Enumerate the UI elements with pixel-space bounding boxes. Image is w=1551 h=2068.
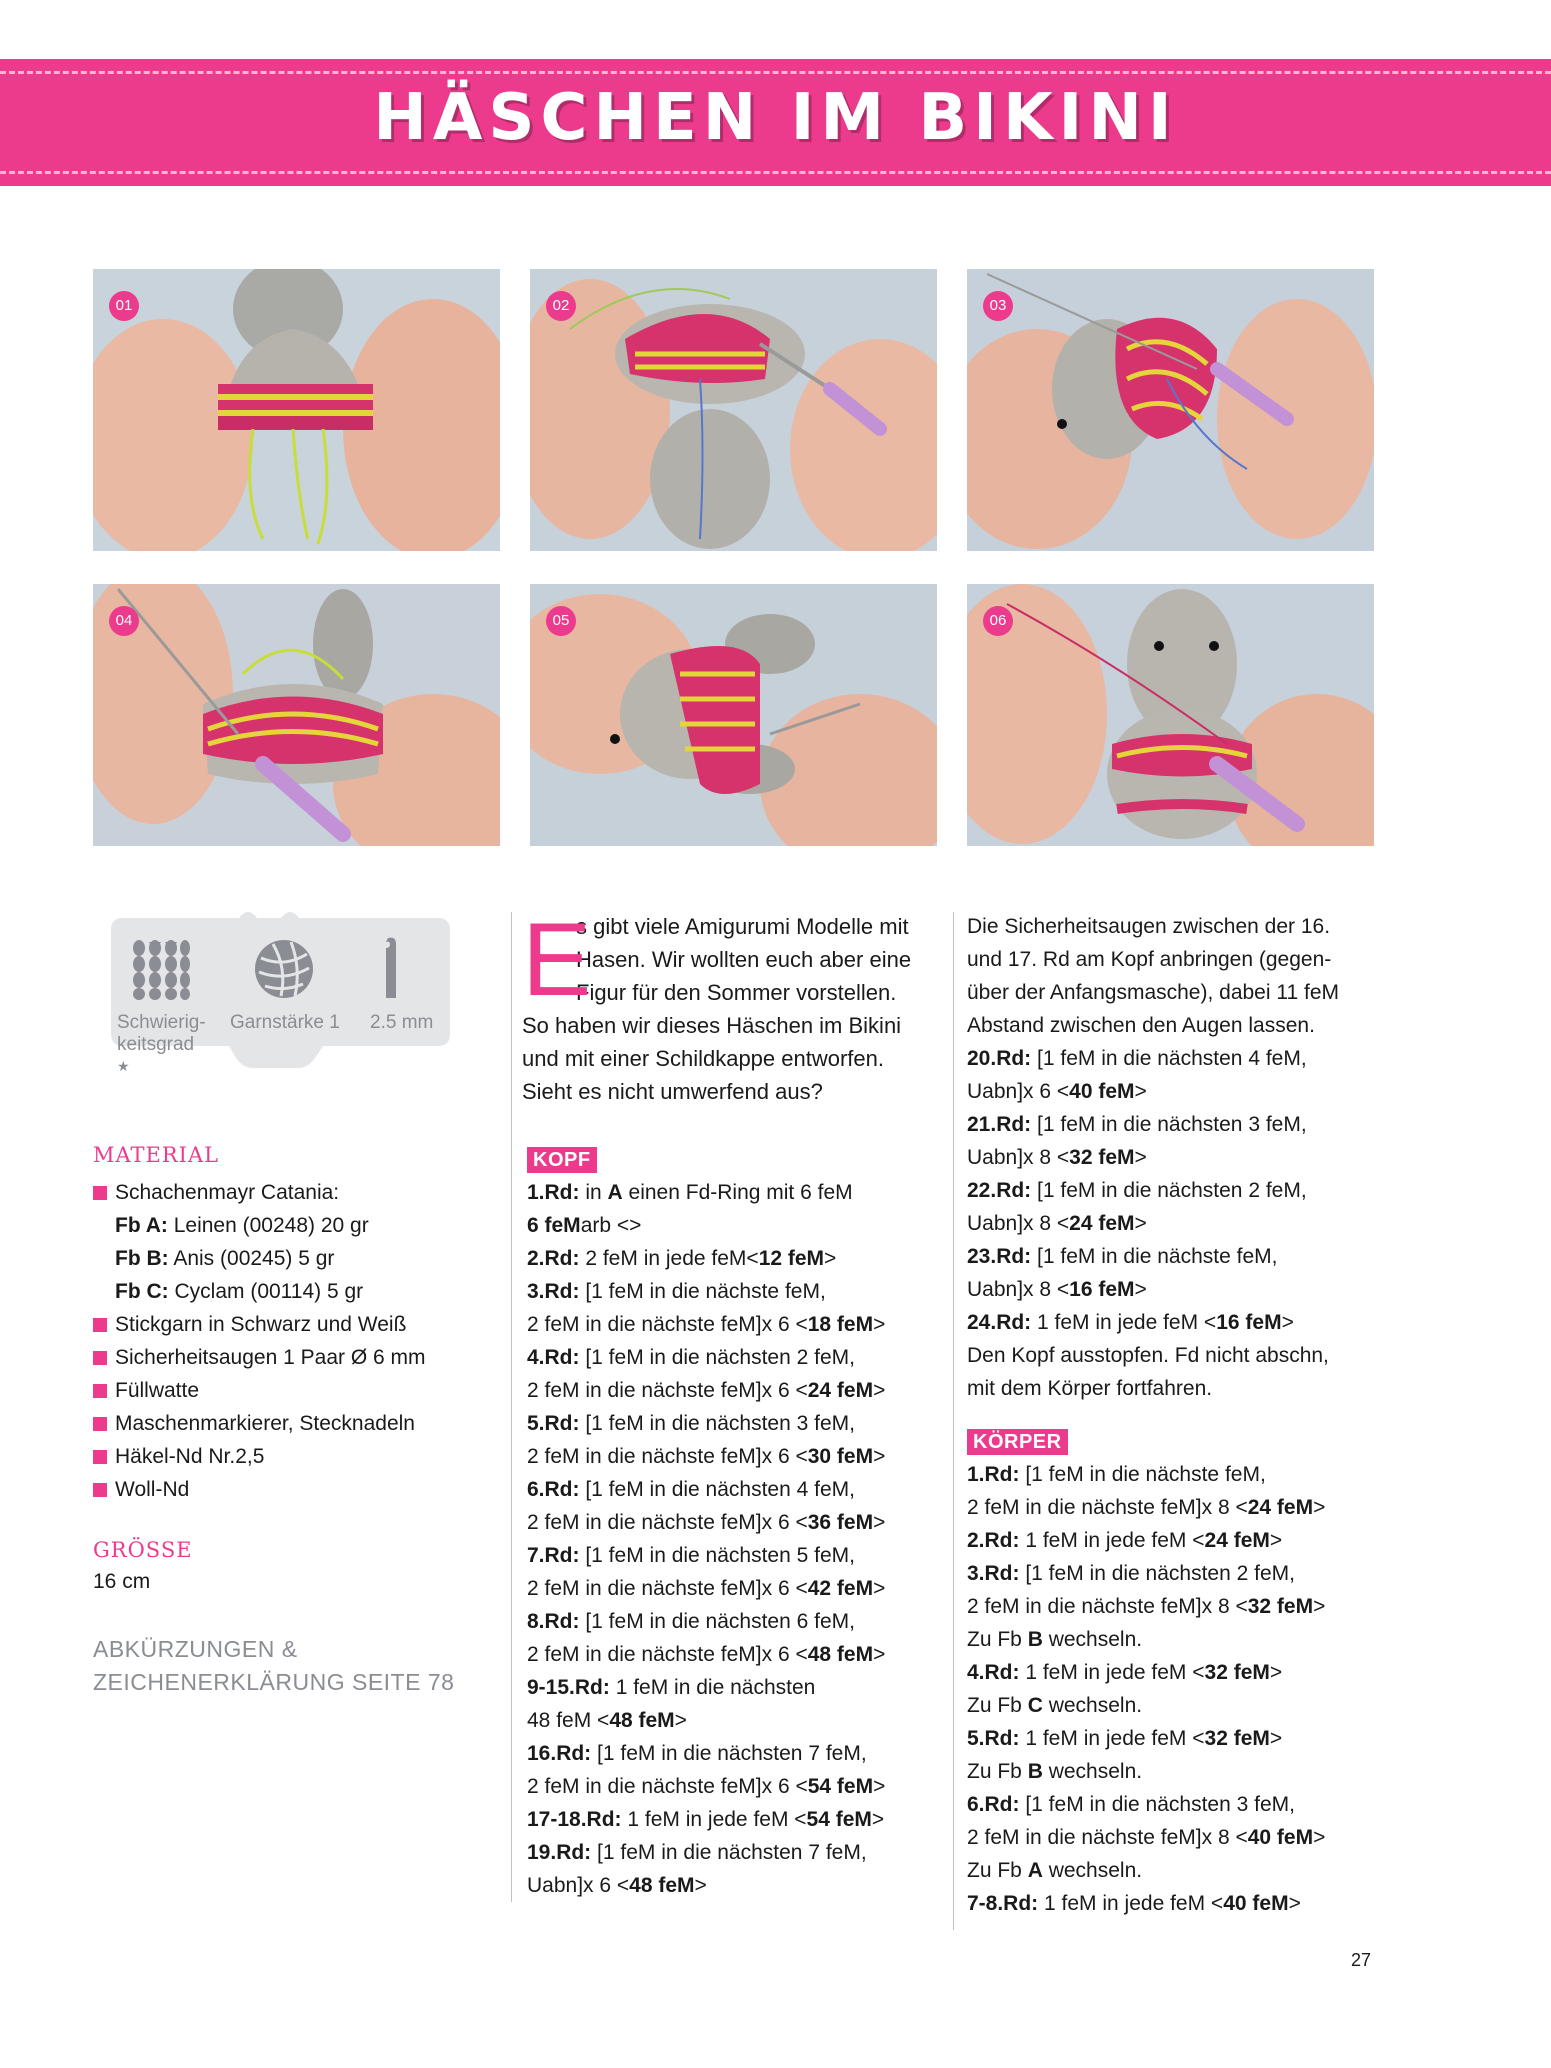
- instruction-bold: 6.Rd:: [527, 1478, 580, 1501]
- instruction-text: wechseln.: [1042, 1760, 1143, 1783]
- instruction-line: [527, 1704, 947, 1737]
- instruction-line: [527, 1341, 947, 1374]
- instruction-line: [967, 1042, 1397, 1075]
- instruction-line: [527, 1176, 947, 1209]
- step-photo-01: [93, 269, 500, 551]
- step-number-04: 04: [109, 606, 139, 636]
- star-filled: ★: [117, 1058, 131, 1074]
- instruction-line: [967, 910, 1397, 943]
- instruction-bold: 54 feM: [807, 1775, 874, 1798]
- instruction-bold: 32 feM: [1204, 1661, 1270, 1684]
- instruction-text: >: [1134, 1080, 1147, 1103]
- instruction-line: [967, 1689, 1397, 1722]
- instruction-text: [1 feM in die nächsten 2 feM,: [1031, 1179, 1307, 1202]
- instruction-text: >: [873, 1313, 886, 1336]
- instruction-bold: C: [1027, 1694, 1043, 1717]
- koerper-heading-tag: KÖRPER: [967, 1429, 1068, 1455]
- instruction-line: [967, 1755, 1397, 1788]
- instruction-line: [527, 1275, 947, 1308]
- material-item-text: Sicherheitsaugen 1 Paar Ø 6 mm: [115, 1346, 426, 1369]
- instruction-bold: 48 feM: [807, 1643, 874, 1666]
- step-photo-03: [967, 269, 1374, 551]
- banner-stitch-bottom: [0, 171, 1551, 174]
- instruction-text: Uabn]x 8 <: [967, 1278, 1070, 1301]
- instruction-text: >: [1134, 1146, 1147, 1169]
- instruction-text: in: [579, 1181, 608, 1204]
- step-photo-06-image: [967, 584, 1374, 846]
- instruction-text: [1 feM in die nächsten 6 feM,: [579, 1610, 855, 1633]
- step-number-02: 02: [546, 291, 576, 321]
- instruction-bold: 9-15.Rd:: [527, 1676, 610, 1699]
- instruction-bold: 8.Rd:: [527, 1610, 580, 1633]
- instruction-bold: 4.Rd:: [967, 1661, 1020, 1684]
- bullet-square: [93, 1384, 107, 1398]
- material-item-text: Häkel-Nd Nr.2,5: [115, 1445, 265, 1468]
- material-color-code: Fb B:: [115, 1247, 169, 1270]
- instruction-bold: 2.Rd:: [967, 1529, 1020, 1552]
- page-number: 27: [1351, 1950, 1372, 1970]
- instruction-line: [967, 1722, 1397, 1755]
- instruction-bold: 48 feM: [609, 1709, 675, 1732]
- step-photo-03-image: [967, 269, 1374, 551]
- instruction-line: [967, 1854, 1397, 1887]
- intro-line: Sieht es nicht umwerfend aus?: [522, 1079, 823, 1104]
- material-list: [93, 1176, 453, 1506]
- instruction-line: [967, 1623, 1397, 1656]
- step-number-03: 03: [983, 291, 1013, 321]
- material-item-text: Füllwatte: [115, 1379, 200, 1402]
- instruction-line: [967, 1240, 1397, 1273]
- instruction-text: >: [1134, 1212, 1147, 1235]
- instruction-text: 48 feM <: [527, 1709, 610, 1732]
- instruction-line: [527, 1473, 947, 1506]
- instruction-text: 1 feM in jede feM <: [1038, 1892, 1224, 1915]
- step-photo-02-image: [530, 269, 937, 551]
- instruction-line: [527, 1209, 947, 1242]
- step-photo-04: [93, 584, 500, 846]
- instruction-text: arb <: [580, 1214, 630, 1237]
- crochet-hook-icon: [376, 934, 406, 1002]
- instruction-bold: 40 feM: [1069, 1080, 1135, 1103]
- instruction-line: [527, 1671, 947, 1704]
- instruction-text: über der Anfangsmasche), dabei 11 feM: [967, 981, 1340, 1004]
- difficulty-label: [117, 1012, 206, 1056]
- material-item: [93, 1209, 453, 1242]
- instruction-text: 1 feM in jede feM <: [1019, 1529, 1205, 1552]
- intro-line: So haben wir dieses Häschen im Bikini: [522, 1013, 902, 1038]
- material-item-text: Leinen (00248) 20 gr: [167, 1214, 369, 1237]
- hook-size-label: 2.5 mm: [370, 1012, 434, 1033]
- material-item-text: Maschenmarkierer, Stecknadeln: [115, 1412, 415, 1435]
- instruction-text: [1 feM in die nächsten 5 feM,: [579, 1544, 855, 1567]
- instruction-text: >: [1134, 1278, 1147, 1301]
- instruction-bold: B: [1027, 1760, 1043, 1783]
- instruction-bold: 7-8.Rd:: [967, 1892, 1039, 1915]
- instruction-text: Abstand zwischen den Augen lassen.: [967, 1014, 1315, 1037]
- instruction-bold: 6 feM: [527, 1214, 581, 1237]
- dropcap: E: [522, 902, 592, 1018]
- instruction-text: >: [873, 1643, 886, 1666]
- instruction-text: >: [873, 1379, 886, 1402]
- instruction-text: >: [1313, 1496, 1326, 1519]
- instruction-bold: 22.Rd:: [967, 1179, 1032, 1202]
- instruction-text: >: [873, 1445, 886, 1468]
- instruction-text: 1 feM in jede feM <: [1031, 1311, 1217, 1334]
- instruction-line: [967, 1372, 1397, 1405]
- knit-stitch-icon: [129, 938, 191, 1000]
- instruction-text: 2 feM in die nächste feM]x 8 <: [967, 1595, 1248, 1618]
- instruction-text: 2 feM in die nächste feM]x 6 <: [527, 1643, 808, 1666]
- material-item: [93, 1473, 453, 1506]
- instruction-bold: 24 feM: [1204, 1529, 1270, 1552]
- step-photo-05: [530, 584, 937, 846]
- instruction-text: mit dem Körper fortfahren.: [967, 1377, 1213, 1400]
- step-photo-01-image: [93, 269, 500, 551]
- instruction-text: wechseln.: [1042, 1859, 1143, 1882]
- intro-line: Hasen. Wir wollten euch aber eine: [576, 947, 912, 972]
- instruction-bold: 17-18.Rd:: [527, 1808, 622, 1831]
- instruction-line: [527, 1407, 947, 1440]
- size-heading: GRÖSSE: [93, 1538, 193, 1562]
- instruction-bold: 42 feM: [807, 1577, 874, 1600]
- instruction-text: wechseln.: [1042, 1694, 1143, 1717]
- instruction-line: [967, 1009, 1397, 1042]
- instruction-bold: 4.Rd:: [527, 1346, 580, 1369]
- material-item: [93, 1341, 453, 1374]
- instruction-line: [527, 1605, 947, 1638]
- instruction-text: 2 feM in die nächste feM]x 6 <: [527, 1313, 808, 1336]
- material-item: [93, 1308, 453, 1341]
- instruction-text: 1 feM in jede feM <: [621, 1808, 807, 1831]
- instruction-line: [527, 1374, 947, 1407]
- instruction-text: [1 feM in die nächsten 3 feM,: [1019, 1793, 1295, 1816]
- instruction-line: [527, 1638, 947, 1671]
- difficulty-label-line-1: Schwierig-: [117, 1012, 206, 1033]
- instruction-text: 1 feM in jede feM <: [1019, 1661, 1205, 1684]
- abbreviations-reference: [93, 1633, 473, 1699]
- instruction-bold: 1.Rd:: [967, 1463, 1020, 1486]
- instruction-line: [967, 1207, 1397, 1240]
- material-item: [93, 1242, 453, 1275]
- instruction-line: [967, 1458, 1397, 1491]
- instruction-bold: 3.Rd:: [527, 1280, 580, 1303]
- instruction-bold: 16 feM: [1069, 1278, 1135, 1301]
- instruction-bold: 2.Rd:: [527, 1247, 580, 1270]
- instruction-bold: 21.Rd:: [967, 1113, 1032, 1136]
- instruction-line: [967, 1656, 1397, 1689]
- instruction-text: >: [1269, 1529, 1283, 1552]
- material-item: [93, 1407, 453, 1440]
- difficulty-info-box: [93, 912, 458, 1092]
- instruction-bold: 16.Rd:: [527, 1742, 592, 1765]
- step-number-01: 01: [109, 291, 139, 321]
- instruction-text: [1 feM in die nächsten 3 feM,: [1031, 1113, 1307, 1136]
- instruction-bold: 16 feM: [1216, 1311, 1282, 1334]
- instruction-line: [967, 1339, 1397, 1372]
- instruction-text: >: [1313, 1595, 1326, 1618]
- difficulty-label-line-2: keitsgrad: [117, 1034, 195, 1055]
- difficulty-stars: [117, 1058, 158, 1075]
- step-photo-06: [967, 584, 1374, 846]
- instruction-bold: A: [607, 1181, 623, 1204]
- instruction-bold: 20.Rd:: [967, 1047, 1032, 1070]
- instruction-text: [1 feM in die nächsten 4 feM,: [579, 1478, 855, 1501]
- instruction-text: >: [1269, 1727, 1283, 1750]
- instruction-line: [527, 1572, 947, 1605]
- instruction-bold: 48 feM: [629, 1874, 695, 1897]
- instruction-text: 2 feM in die nächste feM]x 6 <: [527, 1445, 808, 1468]
- instruction-bold: 6.Rd:: [967, 1793, 1020, 1816]
- step-number-05: 05: [546, 606, 576, 636]
- instruction-text: 2 feM in die nächste feM]x 6 <: [527, 1511, 808, 1534]
- spacer: [967, 1405, 1397, 1425]
- instruction-text: [1 feM in die nächsten 4 feM,: [1031, 1047, 1307, 1070]
- instruction-text: [1 feM in die nächste feM,: [1031, 1245, 1278, 1268]
- instruction-bold: 40 feM: [1247, 1826, 1314, 1849]
- instruction-bold: 40 feM: [1223, 1892, 1289, 1915]
- material-item: [93, 1275, 453, 1308]
- instruction-text: 2 feM in die nächste feM]x 8 <: [967, 1496, 1248, 1519]
- instruction-bold: 24.Rd:: [967, 1311, 1032, 1334]
- instruction-text: >: [873, 1775, 886, 1798]
- instruction-text: >: [871, 1808, 885, 1831]
- instruction-text: Die Sicherheitsaugen zwischen der 16.: [967, 915, 1331, 938]
- material-item-text: Schachenmayr Catania:: [115, 1181, 340, 1204]
- instruction-text: >: [674, 1709, 687, 1732]
- yarn-label: Garnstärke 1: [230, 1012, 340, 1033]
- instruction-bold: 30 feM: [807, 1445, 874, 1468]
- instruction-line: [967, 1590, 1397, 1623]
- instruction-bold: 32 feM: [1247, 1595, 1314, 1618]
- intro-line: und mit einer Schildkappe entworfen.: [522, 1046, 884, 1071]
- material-item: [93, 1374, 453, 1407]
- instruction-text: [1 feM in die nächsten 2 feM,: [1019, 1562, 1295, 1585]
- instruction-text: 2 feM in die nächste feM]x 6 <: [527, 1775, 808, 1798]
- instruction-bold: 24 feM: [1069, 1212, 1135, 1235]
- bullet-square: [93, 1483, 107, 1497]
- instruction-text: [1 feM in die nächste feM,: [579, 1280, 826, 1303]
- instruction-line: [527, 1737, 947, 1770]
- step-photo-04-image: [93, 584, 500, 846]
- instruction-text: Den Kopf ausstopfen. Fd nicht abschn,: [967, 1344, 1329, 1367]
- instruction-bold: 18 feM: [807, 1313, 874, 1336]
- kopf-heading-tag: KOPF: [527, 1147, 597, 1173]
- instruction-bold: 23.Rd:: [967, 1245, 1032, 1268]
- instruction-text: 1 feM in die nächsten: [609, 1676, 816, 1699]
- kopf-instructions: [527, 1176, 947, 1902]
- instruction-text: wechseln.: [1042, 1628, 1143, 1651]
- size-value: 16 cm: [93, 1570, 151, 1593]
- intro-line: Figur für den Sommer vorstellen.: [576, 980, 897, 1005]
- instruction-bold: 12 feM: [758, 1247, 825, 1270]
- instruction-line: [967, 1821, 1397, 1854]
- instruction-line: [527, 1308, 947, 1341]
- instruction-text: >: [873, 1577, 886, 1600]
- instruction-text: >: [824, 1247, 837, 1270]
- instruction-text: einen Fd-Ring mit 6 feM: [622, 1181, 853, 1204]
- instruction-line: [967, 1788, 1397, 1821]
- instruction-line: [527, 1869, 947, 1902]
- instruction-bold: 7.Rd:: [527, 1544, 580, 1567]
- instruction-line: [967, 1108, 1397, 1141]
- instruction-line: [967, 976, 1397, 1009]
- instruction-text: 2 feM in die nächste feM]x 8 <: [967, 1826, 1248, 1849]
- step-photo-05-image: [530, 584, 937, 846]
- kopf-section: [527, 1143, 947, 1902]
- instruction-line: [967, 1306, 1397, 1339]
- yarn-ball-icon: [253, 938, 315, 1000]
- instruction-line: [967, 1174, 1397, 1207]
- instruction-text: 2 feM in die nächste feM]x 6 <: [527, 1379, 808, 1402]
- bullet-square: [93, 1351, 107, 1365]
- instruction-bold: 36 feM: [807, 1511, 874, 1534]
- instruction-bold: 3.Rd:: [967, 1562, 1020, 1585]
- instruction-text: >: [873, 1511, 886, 1534]
- instruction-bold: 5.Rd:: [967, 1727, 1020, 1750]
- instruction-line: [967, 1491, 1397, 1524]
- material-item-text: Woll-Nd: [115, 1478, 190, 1501]
- instruction-line: [527, 1539, 947, 1572]
- bullet-square: [93, 1417, 107, 1431]
- star-empty: ★: [130, 1058, 145, 1074]
- instruction-line: [527, 1506, 947, 1539]
- instruction-text: >: [694, 1874, 707, 1897]
- instruction-bold: 19.Rd:: [527, 1841, 592, 1864]
- instruction-text: >: [1288, 1892, 1301, 1915]
- instruction-text: >: [629, 1214, 642, 1237]
- instruction-line: [967, 943, 1397, 976]
- instruction-bold: A: [1027, 1859, 1043, 1882]
- material-item-text: Stickgarn in Schwarz und Weiß: [115, 1313, 407, 1336]
- instruction-text: [1 feM in die nächsten 7 feM,: [591, 1742, 867, 1765]
- instruction-bold: 32 feM: [1069, 1146, 1135, 1169]
- material-item: [93, 1440, 453, 1473]
- instruction-text: [1 feM in die nächsten 3 feM,: [579, 1412, 855, 1435]
- instruction-text: >: [1269, 1661, 1283, 1684]
- instruction-line: [527, 1242, 947, 1275]
- step-photo-02: [530, 269, 937, 551]
- instruction-bold: B: [1027, 1628, 1043, 1651]
- bullet-square: [93, 1450, 107, 1464]
- instruction-text: >: [1313, 1826, 1326, 1849]
- koerper-instructions: [967, 1458, 1397, 1920]
- instruction-line: [527, 1770, 947, 1803]
- instruction-text: [1 feM in die nächsten 2 feM,: [579, 1346, 855, 1369]
- intro-paragraph: [522, 902, 962, 1108]
- title-banner: [0, 59, 1551, 186]
- instruction-text: [1 feM in die nächsten 7 feM,: [591, 1841, 867, 1864]
- instruction-bold: 5.Rd:: [527, 1412, 580, 1435]
- instruction-line: [967, 1141, 1397, 1174]
- instruction-text: Zu Fb: [967, 1628, 1028, 1651]
- intro-line: s gibt viele Amigurumi Modelle mit: [576, 914, 909, 939]
- banner-stitch-top: [0, 71, 1551, 74]
- instruction-text: Uabn]x 6 <: [527, 1874, 630, 1897]
- instruction-text: Zu Fb: [967, 1859, 1028, 1882]
- instruction-text: Zu Fb: [967, 1694, 1028, 1717]
- instruction-line: [967, 1524, 1397, 1557]
- instruction-line: [967, 1557, 1397, 1590]
- material-item-text: Anis (00245) 5 gr: [168, 1247, 335, 1270]
- instruction-text: 2 feM in die nächste feM]x 6 <: [527, 1577, 808, 1600]
- bullet-square: [93, 1186, 107, 1200]
- abbreviations-line-1: ABKÜRZUNGEN &: [93, 1636, 298, 1662]
- instruction-text: [1 feM in die nächste feM,: [1019, 1463, 1266, 1486]
- instruction-bold: 24 feM: [1247, 1496, 1314, 1519]
- instruction-bold: 54 feM: [806, 1808, 872, 1831]
- instruction-text: >: [1281, 1311, 1294, 1334]
- instruction-line: [527, 1803, 947, 1836]
- material-color-code: Fb A:: [115, 1214, 168, 1237]
- material-item: [93, 1176, 453, 1209]
- instruction-bold: 24 feM: [807, 1379, 874, 1402]
- material-item-text: Cyclam (00114) 5 gr: [168, 1280, 364, 1303]
- material-color-code: Fb C:: [115, 1280, 169, 1303]
- instruction-text: und 17. Rd am Kopf anbringen (gegen-: [967, 948, 1332, 971]
- bullet-square: [93, 1318, 107, 1332]
- instruction-bold: 1.Rd:: [527, 1181, 580, 1204]
- column-3: [967, 910, 1397, 1920]
- instruction-line: [527, 1440, 947, 1473]
- abbreviations-line-2: ZEICHENERKLÄRUNG SEITE 78: [93, 1669, 455, 1695]
- instruction-text: Uabn]x 8 <: [967, 1146, 1070, 1169]
- instruction-text: Uabn]x 6 <: [967, 1080, 1070, 1103]
- instruction-line: [967, 1887, 1397, 1920]
- column-divider: [511, 912, 512, 1902]
- instruction-line: [527, 1836, 947, 1869]
- instruction-line: [967, 1273, 1397, 1306]
- instruction-line: [967, 1075, 1397, 1108]
- star-empty: ★: [144, 1058, 158, 1074]
- instruction-text: 1 feM in jede feM <: [1019, 1727, 1205, 1750]
- instruction-text: Uabn]x 8 <: [967, 1212, 1070, 1235]
- step-number-06: 06: [983, 606, 1013, 636]
- material-heading: MATERIAL: [93, 1143, 220, 1167]
- instruction-text: Zu Fb: [967, 1760, 1028, 1783]
- instruction-text: 2 feM in jede feM<: [579, 1247, 759, 1270]
- head-finishing-instructions: [967, 910, 1397, 1405]
- page-title: HÄSCHEN IM BIKINI: [373, 81, 1178, 155]
- instruction-bold: 32 feM: [1204, 1727, 1270, 1750]
